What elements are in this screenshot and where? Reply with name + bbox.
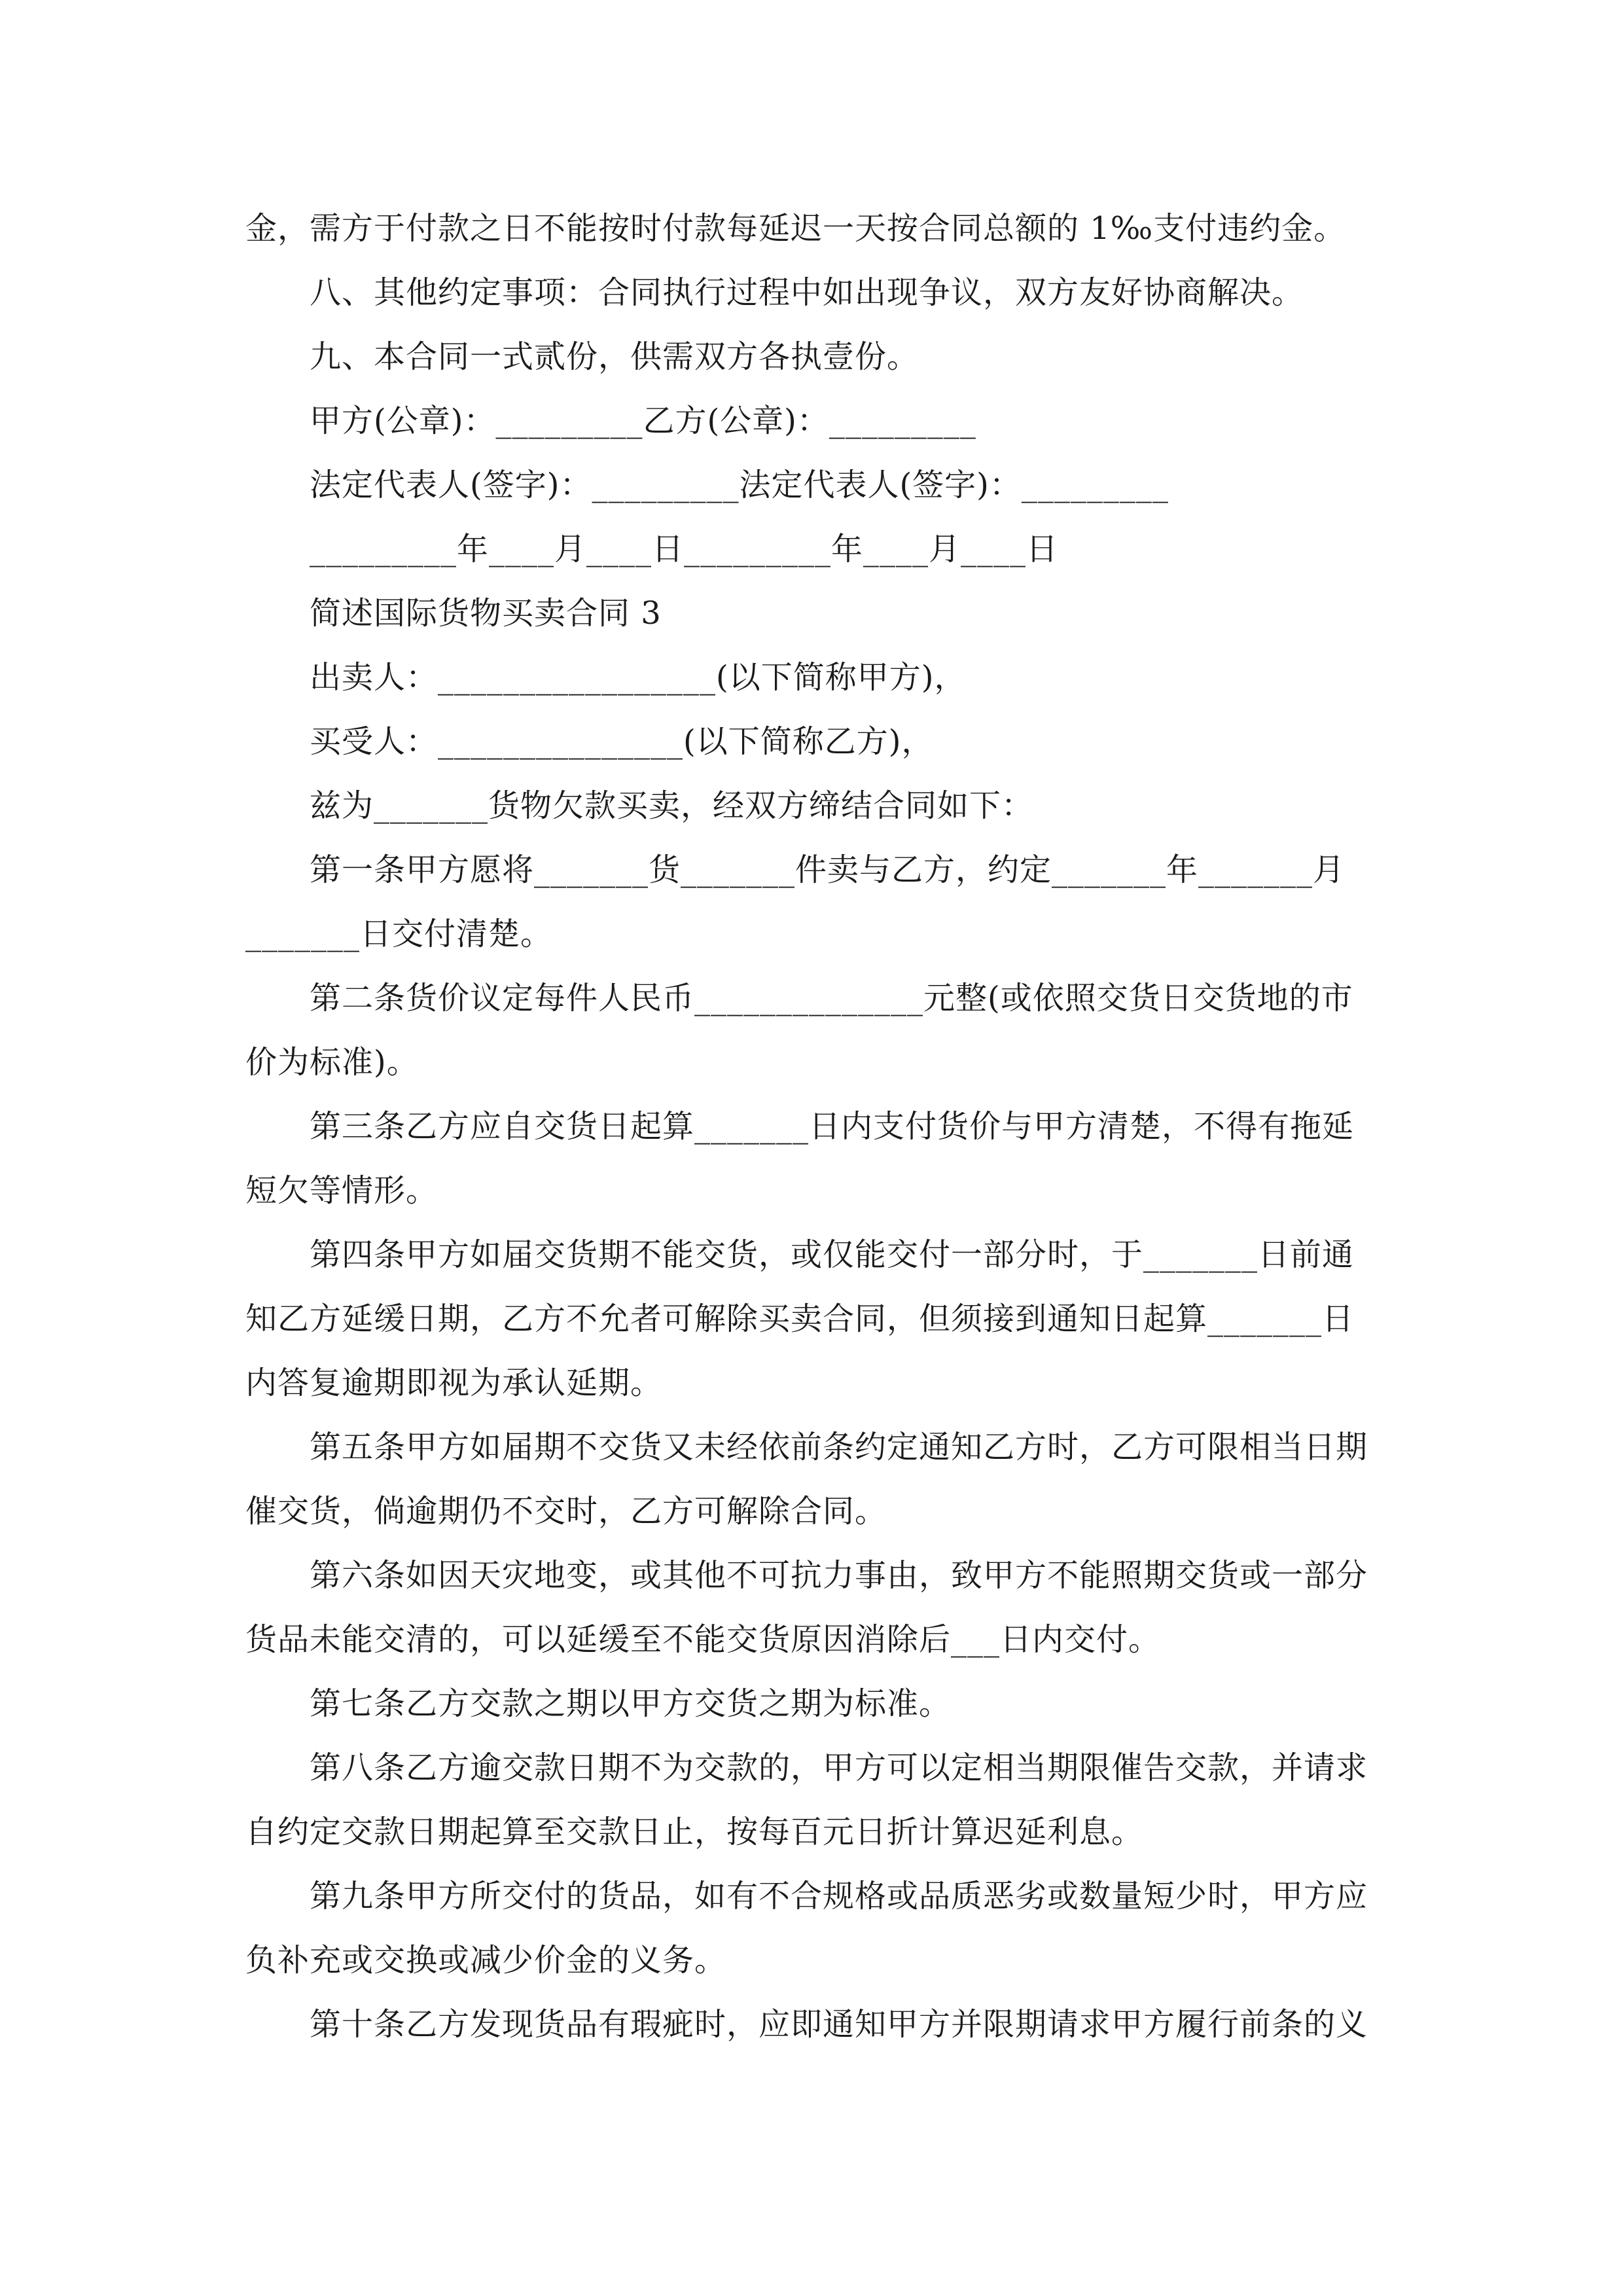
text-line: 第八条乙方逾交款日期不为交款的，甲方可以定相当期限催告交款，并请求	[310, 1749, 1368, 1786]
text-line: 催交货，倘逾期仍不交时，乙方可解除合同。	[245, 1493, 887, 1530]
text-line: 自约定交款日期起算至交款日止，按每百元日折计算迟延利息。	[245, 1814, 1144, 1850]
date-line: _________年____月____日_________年____月____日	[310, 531, 1059, 567]
text-line: 知乙方延缓日期，乙方不允者可解除买卖合同，但须接到通知日起算_______日	[245, 1300, 1355, 1337]
text-line: 负补充或交换或减少价金的义务。	[245, 1942, 727, 1979]
text-line: 短欠等情形。	[245, 1172, 438, 1209]
text-line: 第三条乙方应自交货日起算_______日内支付货价与甲方清楚，不得有拖延	[310, 1108, 1355, 1145]
signature-line: 甲方(公章)：_________乙方(公章)：_________	[310, 403, 976, 439]
signature-line: 法定代表人(签字)：_________法定代表人(签字)：_________	[310, 467, 1169, 503]
text-line: _______日交付清楚。	[245, 916, 553, 952]
text-line: 九、本合同一式贰份，供需双方各执壹份。	[310, 338, 919, 375]
text-line: 兹为_______货物欠款买卖，经双方缔结合同如下：	[310, 787, 1034, 824]
text-line: 内答复逾期即视为承认延期。	[245, 1365, 663, 1401]
text-line: 八、其他约定事项：合同执行过程中如出现争议，双方友好协商解决。	[310, 274, 1304, 311]
text-line: 第七条乙方交款之期以甲方交货之期为标准。	[310, 1685, 952, 1722]
text-line: 第四条甲方如届交货期不能交货，或仅能交付一部分时，于_______日前通	[310, 1236, 1355, 1273]
text-line: 出卖人：_________________(以下简称甲方)，	[310, 659, 967, 696]
text-line: 第九条甲方所交付的货品，如有不合规格或品质恶劣或数量短少时，甲方应	[310, 1878, 1368, 1914]
text-line: 价为标准)。	[245, 1044, 419, 1081]
text-line: 第十条乙方发现货品有瑕疵时，应即通知甲方并限期请求甲方履行前条的义	[310, 2006, 1368, 2043]
text-line: 第二条货价议定每件人民币______________元整(或依照交货日交货地的市	[310, 980, 1353, 1016]
section-title: 简述国际货物买卖合同 3	[310, 595, 662, 632]
text-line: 金，需方于付款之日不能按时付款每延迟一天按合同总额的 1‰支付违约金。	[245, 210, 1346, 247]
text-line: 货品未能交清的，可以延缓至不能交货原因消除后___日内交付。	[245, 1621, 1161, 1658]
document-page	[245, 196, 1381, 2056]
text-line: 买受人：_______________(以下简称乙方)，	[310, 723, 934, 760]
text-line: 第一条甲方愿将_______货_______件卖与乙方，约定_______年_______月	[310, 852, 1346, 888]
text-line: 第六条如因天灾地变，或其他不可抗力事由，致甲方不能照期交货或一部分	[310, 1557, 1368, 1594]
text-line: 第五条甲方如届期不交货又未经依前条约定通知乙方时，乙方可限相当日期	[310, 1429, 1368, 1465]
